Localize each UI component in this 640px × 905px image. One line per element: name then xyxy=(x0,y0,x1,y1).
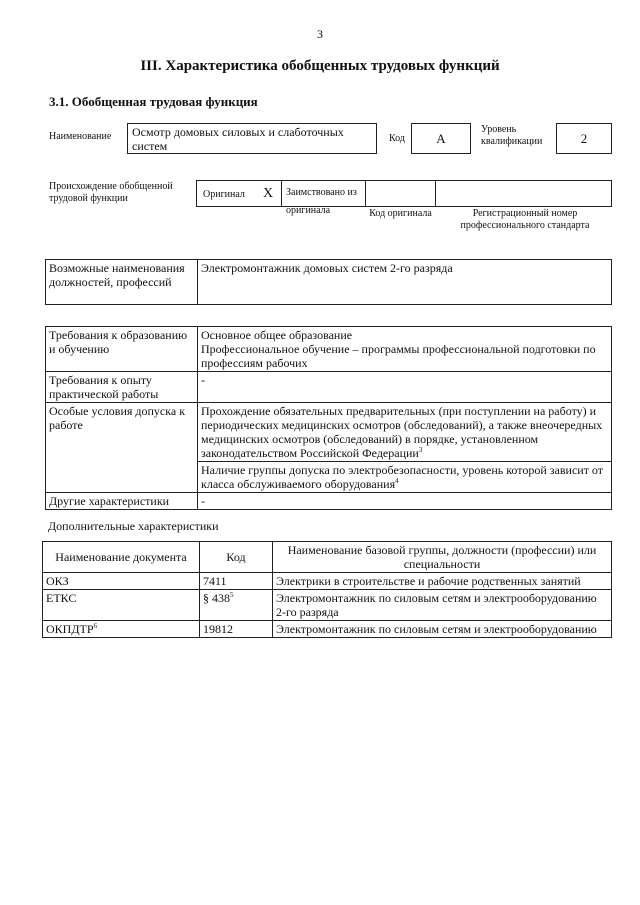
code-field xyxy=(411,123,471,154)
function-name-value: Осмотр домовых силовых и слаботочных систем xyxy=(132,125,344,153)
borrowed-cell xyxy=(281,180,366,216)
experience-label: Требования к опыту практической работы xyxy=(46,372,198,403)
row-1-doc xyxy=(43,573,200,590)
original-label: Оригинал xyxy=(203,189,245,200)
header-code: Код xyxy=(200,542,273,573)
other-row xyxy=(46,493,612,510)
registration-number-caption: Регистрационный номер профессионального стандарта xyxy=(460,208,590,231)
row-2-code xyxy=(200,590,273,621)
qualification-level-field xyxy=(556,123,612,154)
positions-row xyxy=(46,260,612,305)
origin-label: Происхождение обобщенной трудовой функции xyxy=(49,181,173,204)
row-1-doc-text: ОКЗ xyxy=(46,574,69,588)
row-1-name: Электрики в строительстве и рабочие родственных занятий xyxy=(273,573,612,590)
education-line-1: Основное общее образование xyxy=(201,328,353,342)
subsection-title: 3.1. Обобщенная трудовая функция xyxy=(49,94,258,109)
education-label: Требования к образованию и обучению xyxy=(46,327,198,372)
row-3-doc xyxy=(43,621,200,638)
section-title: III. Характеристика обобщенных трудовых функций xyxy=(140,58,500,74)
table-row xyxy=(43,573,612,590)
row-3-code: 19812 xyxy=(200,621,273,638)
borrowed-label: Заимствовано из оригинала xyxy=(286,187,357,216)
conditions-value-1 xyxy=(198,403,612,462)
positions-table xyxy=(45,259,612,305)
conditions-row-1 xyxy=(46,403,612,462)
function-name-field xyxy=(127,123,377,154)
registration-number-field xyxy=(435,180,612,207)
header-name: Наименование базовой группы, должности (профессии) или специальности xyxy=(273,542,612,573)
qualification-level-label: Уровень квалификации xyxy=(481,124,543,147)
experience-value: - xyxy=(198,372,612,403)
code-value: A xyxy=(436,131,446,146)
header-doc: Наименование документа xyxy=(43,542,200,573)
original-code-field xyxy=(365,180,436,207)
original-code-caption: Код оригинала xyxy=(369,208,432,219)
row-3-name: Электромонтажник по силовым сетям и электрооборудованию xyxy=(273,621,612,638)
requirements-table xyxy=(45,326,612,510)
row-2-name: Электромонтажник по силовым сетям и электрооборудованию 2-го разряда xyxy=(273,590,612,621)
other-label: Другие характеристики xyxy=(46,493,198,510)
footnote-6: 6 xyxy=(93,622,98,630)
additional-header-row xyxy=(43,542,612,573)
additional-table xyxy=(42,541,612,638)
original-mark: X xyxy=(263,186,274,201)
page-number: 3 xyxy=(317,27,323,41)
row-3-doc-text: ОКПДТР xyxy=(46,622,94,636)
conditions-label: Особые условия допуска к работе xyxy=(46,403,198,493)
additional-title: Дополнительные характеристики xyxy=(48,519,219,533)
positions-value: Электромонтажник домовых систем 2-го разряда xyxy=(198,260,612,305)
row-1-code: 7411 xyxy=(200,573,273,590)
code-label: Код xyxy=(389,133,405,144)
row-2-code-text: § 438 xyxy=(203,591,230,605)
conditions-value-2 xyxy=(198,462,612,493)
education-value xyxy=(198,327,612,372)
table-row xyxy=(43,590,612,621)
experience-row xyxy=(46,372,612,403)
other-value: - xyxy=(198,493,612,510)
table-row xyxy=(43,621,612,638)
footnote-4: 4 xyxy=(395,477,399,485)
function-name-label: Наименование xyxy=(49,131,112,142)
footnote-3: 3 xyxy=(418,446,423,454)
conditions-text-2: Наличие группы допуска по электробезопасности, уровень которой зависит от класса обслуживаемого оборудования xyxy=(201,463,604,491)
row-2-doc: ЕТКС xyxy=(43,590,200,621)
qualification-level-value: 2 xyxy=(580,131,588,146)
footnote-5: 5 xyxy=(230,591,234,599)
education-line-2: Профессиональное обучение – программы профессиональной подготовки по профессиям рабочих xyxy=(201,342,596,370)
positions-label: Возможные наименования должностей, профессий xyxy=(46,260,198,305)
education-row xyxy=(46,327,612,372)
conditions-text-1: Прохождение обязательных предварительных (при поступлении на работу) и периодических медицинских осмотров (обследований), а также внеочередных медицинских осмотров (обследований) в порядке, установленном законодательством Российской Федерации xyxy=(201,404,603,460)
original-cell xyxy=(196,180,282,207)
